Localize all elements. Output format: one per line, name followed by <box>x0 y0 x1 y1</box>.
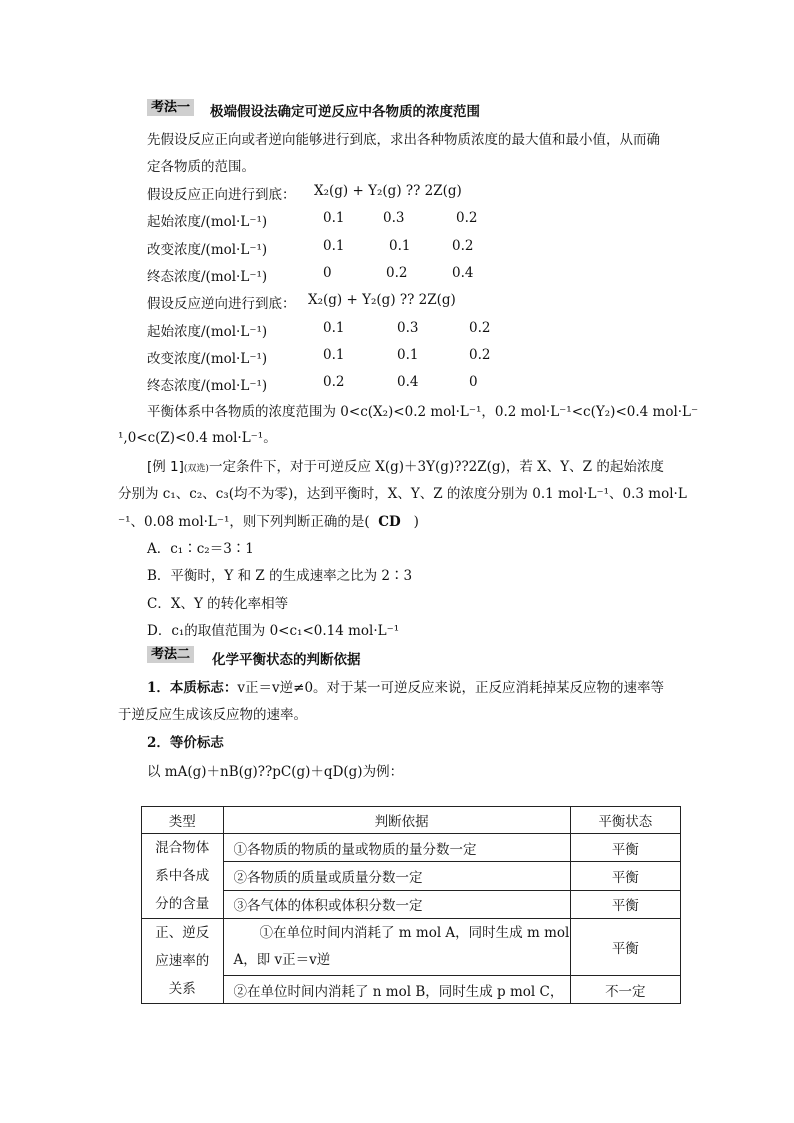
reverse-label: 假设反应逆向进行到底： <box>147 296 296 312</box>
example-line-2: 分别为 c₁、c₂、c₃(均不为零)，达到平衡时，X、Y、Z 的浓度分别为 0.1 mol·L⁻¹、0.3 mol·L <box>118 486 687 502</box>
header-state: 平衡状态 <box>570 807 680 834</box>
state-cell: 平衡 <box>570 834 680 862</box>
group-label-line: 系中各成 <box>155 868 210 884</box>
group-label-line: 分的含量 <box>155 896 210 912</box>
table-row <box>142 890 681 918</box>
intro-text-cont: 定各物质的范围。 <box>147 159 255 175</box>
point-1-body: v正＝v逆≠0。对于某一可逆反应来说，正反应消耗掉某反应物的速率等 <box>237 680 665 696</box>
value-y: 0.2 <box>386 265 408 281</box>
state-cell: 平衡 <box>570 890 680 918</box>
method-tag-1: 考法一 <box>147 99 194 116</box>
value-z: 0.4 <box>452 265 474 281</box>
table-row <box>142 862 681 890</box>
value-x: 0.1 <box>323 210 345 226</box>
point-1-heading: 1．本质标志： <box>147 680 238 696</box>
table-row <box>142 834 681 862</box>
conclusion-text-cont: ¹,0<c(Z)<0.4 mol·L⁻¹。 <box>118 430 277 446</box>
row-label: 改变浓度/(mol·L⁻¹) <box>147 242 268 258</box>
point-2-heading: 2．等价标志 <box>147 735 224 751</box>
example-qualifier: (双选) <box>183 464 209 474</box>
option-d: D．c₁的取值范围为 0<c₁<0.14 mol·L⁻¹ <box>147 623 400 639</box>
value-z: 0.2 <box>456 210 478 226</box>
basis-cell: ②各物质的质量或质量分数一定 <box>223 862 570 890</box>
basis-cell: ②在单位时间内消耗了 n mol B，同时生成 p mol C， <box>223 976 570 1004</box>
group-label-line: 正、逆反 <box>155 925 210 941</box>
section-title-1: 极端假设法确定可逆反应中各物质的浓度范围 <box>210 104 480 120</box>
group-label-line: 关系 <box>168 981 196 997</box>
section-title-2: 化学平衡状态的判断依据 <box>212 652 361 668</box>
value-y: 0.1 <box>389 238 411 254</box>
row-label: 终态浓度/(mol·L⁻¹) <box>147 269 268 285</box>
basis-cell: ①各物质的物质的量或物质的量分数一定 <box>223 834 570 862</box>
reverse-equation: X₂(g) + Y₂(g) ?? 2Z(g) <box>308 292 456 308</box>
group-label-content <box>142 834 224 919</box>
group-label-rate <box>142 919 224 1004</box>
option-a: A．c₁∶c₂＝3∶1 <box>147 541 254 557</box>
criteria-table <box>141 806 681 1004</box>
value-x: 0.1 <box>323 347 345 363</box>
example-line-3 <box>118 510 419 530</box>
option-c: C．X、Y 的转化率相等 <box>147 596 289 612</box>
method-tag-2: 考法二 <box>147 646 194 663</box>
table-header-row <box>142 807 681 834</box>
point-1-cont: 于逆反应生成该反应物的速率。 <box>118 707 307 723</box>
value-y: 0.3 <box>383 210 405 226</box>
row-label: 终态浓度/(mol·L⁻¹) <box>147 378 268 394</box>
state-cell: 平衡 <box>570 919 680 976</box>
intro-text: 先假设反应正向或者逆向能够进行到底，求出各种物质浓度的最大值和最小值，从而确 <box>147 132 660 148</box>
value-x: 0.1 <box>323 320 345 336</box>
group-label-line: 混合物体 <box>155 840 210 856</box>
example-stem: 一定条件下，对于可逆反应 X(g)＋3Y(g)??2Z(g)，若 X、Y、Z 的起始浓度 <box>208 459 664 475</box>
basis-cell <box>223 919 570 976</box>
forward-label: 假设反应正向进行到底： <box>147 187 296 203</box>
value-x: 0.2 <box>323 374 345 390</box>
state-cell: 平衡 <box>570 862 680 890</box>
row-label: 起始浓度/(mol·L⁻¹) <box>147 324 268 340</box>
value-z: 0 <box>469 374 478 390</box>
value-z: 0.2 <box>469 347 491 363</box>
table-row <box>142 919 681 976</box>
header-type: 类型 <box>142 807 224 834</box>
basis-cell: ③各气体的体积或体积分数一定 <box>223 890 570 918</box>
example-question: ⁻¹、0.08 mol·L⁻¹，则下列判断正确的是( <box>118 514 370 530</box>
value-y: 0.4 <box>397 374 419 390</box>
table-row <box>142 976 681 1004</box>
example-line-1 <box>147 455 664 475</box>
answer-close: ) <box>413 514 419 530</box>
value-x: 0 <box>323 265 332 281</box>
group-label-line: 应速率的 <box>155 953 210 969</box>
value-y: 0.3 <box>397 320 419 336</box>
value-z: 0.2 <box>452 238 474 254</box>
value-x: 0.1 <box>323 238 345 254</box>
basis-line: A，即 v正＝v逆 <box>233 952 331 968</box>
state-cell: 不一定 <box>570 976 680 1004</box>
forward-equation: X₂(g) + Y₂(g) ?? 2Z(g) <box>314 183 462 199</box>
header-basis: 判断依据 <box>223 807 570 834</box>
value-z: 0.2 <box>469 320 491 336</box>
point-1 <box>147 676 664 696</box>
answer-text: CD <box>378 514 401 530</box>
example-tag: [例 1] <box>147 459 184 475</box>
row-label: 起始浓度/(mol·L⁻¹) <box>147 214 268 230</box>
basis-line: ①在单位时间内消耗了 m mol A，同时生成 m mol <box>259 925 570 941</box>
example-reaction-line: 以 mA(g)＋nB(g)??pC(g)＋qD(g)为例： <box>147 764 404 780</box>
conclusion-text: 平衡体系中各物质的浓度范围为 0<c(X₂)<0.2 mol·L⁻¹，0.2 mol·L⁻¹<c(Y₂)<0.4 mol·L⁻ <box>147 404 699 420</box>
value-y: 0.1 <box>397 347 419 363</box>
row-label: 改变浓度/(mol·L⁻¹) <box>147 351 268 367</box>
option-b: B．平衡时，Y 和 Z 的生成速率之比为 2∶3 <box>147 568 413 584</box>
